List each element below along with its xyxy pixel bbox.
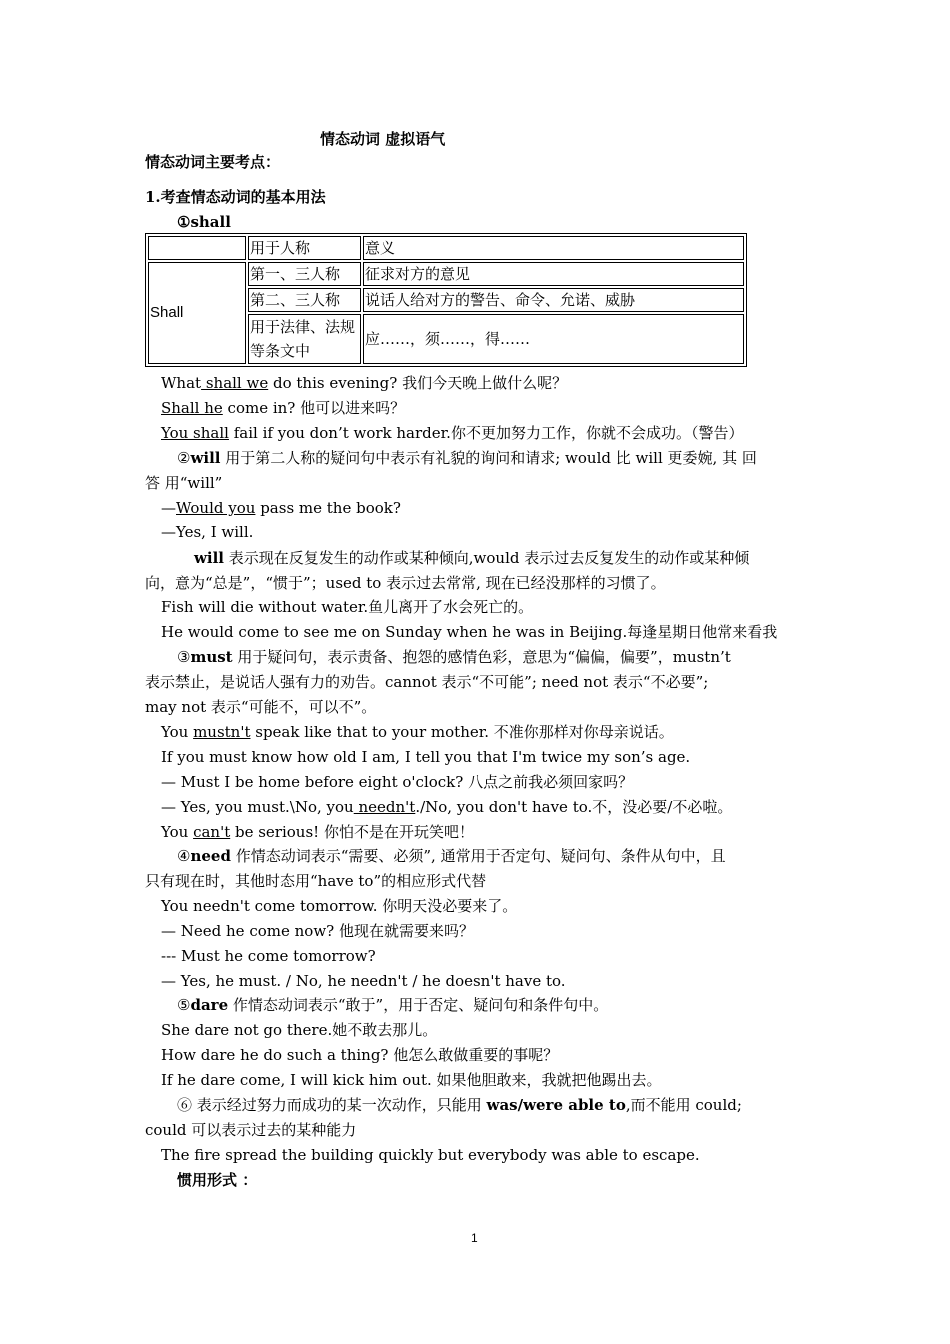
will-heading [177,448,757,468]
table-header-person: 用于人称 [248,236,361,260]
must-example-3: — Must I be home before eight o'clock? 八点之前我必须回家吗？ [161,773,634,791]
text: ② [177,449,191,467]
dare-example-3: If he dare come, I will kick him out. 如果他胆敢来，我就把他踢出去。 [161,1071,662,1089]
able-heading-cont: could 可以表示过去的某种能力 [145,1121,357,1139]
text: pass me the book? [255,499,401,517]
must-heading [177,647,731,667]
table-cell-person: 用于法律、法规等条文中 [248,314,361,364]
text: 表示现在反复发生的动作或某种倾向,would 表示过去反复发生的动作或某种倾 [224,549,750,567]
dare-example-1: She dare not go there.她不敢去那儿。 [161,1021,438,1039]
need-example-2: — Need he come now? 他现在就需要来吗？ [161,922,474,940]
will-example-2: —Yes, I will. [161,523,254,541]
text: 作情态动词表示“敢于”，用于否定、疑问句和条件句中。 [228,996,609,1014]
underlined-text: Shall he [161,399,223,417]
underlined-text: mustn't [193,723,251,741]
able-heading [177,1095,742,1115]
table-cell-meaning: 征求对方的意见 [363,262,744,286]
page-title: 情态动词 虚拟语气 [320,130,446,148]
text: do this evening? 我们今天晚上做什么呢？ [268,374,568,392]
underlined-text: Would you [176,499,256,517]
table-cell [148,236,246,260]
will-example-1 [161,498,401,518]
text: come in? 他可以进来吗？ [222,399,406,417]
text: 作情态动词表示“需要、必须”, 通常用于否定句、疑问句、条件从句中，且 [230,847,726,865]
table-cell-meaning: 应……，须……，得…… [363,314,744,364]
text: ⑥ 表示经过努力而成功的某一次动作，只能用 [177,1096,487,1114]
text: 用于疑问句，表示责备、抱怨的感情色彩，意思为“偏偏，偏要”，mustn’t [232,648,731,666]
must-example-5 [161,822,474,842]
table-cell-person: 第一、三人称 [248,262,361,286]
idiom-heading: 惯用形式 ： [177,1171,258,1189]
will-example-4: He would come to see me on Sunday when he was in Beijing.每逢星期日他常来看我 [161,623,778,641]
shall-example-1 [161,373,567,393]
table-row-label: Shall [148,262,246,364]
underlined-text: needn't [353,798,416,816]
text: ④ [177,847,191,865]
table-row [148,262,744,286]
keyword: need [190,847,231,865]
shall-usage-table [145,233,747,367]
dare-example-2: How dare he do such a thing? 他怎么敢做重要的事呢？ [161,1046,559,1064]
table-cell-meaning: 说话人给对方的警告、命令、允诺、威胁 [363,288,744,312]
must-example-2: If you must know how old I am, I tell you that I'm twice my son’s age. [161,748,691,766]
text: ./No, you don't have to.不，没必要/不必啦。 [415,798,733,816]
underlined-text: You shall [161,424,229,442]
table-header-row [148,236,744,260]
underlined-text: can't [193,823,231,841]
text: ③ [177,648,191,666]
keyword: was/were able to [486,1096,626,1114]
section-heading: 1.考查情态动词的基本用法 [145,188,326,206]
will-paragraph-cont: 向，意为“总是”，“惯于”；used to 表示过去常常, 现在已经没那样的习惯了。 [145,574,666,592]
underlined-text: shall we [201,374,269,392]
table-cell-person: 第二、三人称 [248,288,361,312]
will-example-3: Fish will die without water.鱼儿离开了水会死亡的。 [161,598,534,616]
need-example-4: — Yes, he must. / No, he needn't / he doesn't have to. [161,972,566,990]
will-paragraph [194,548,749,568]
text: ,而不能用 could; [625,1096,742,1114]
must-example-4 [161,797,732,817]
keyword: dare [190,996,229,1014]
need-example-3: --- Must he come tomorrow? [161,947,376,965]
need-example-1: You needn't come tomorrow. 你明天没必要来了。 [161,897,518,915]
shall-example-2 [161,398,405,418]
dare-heading [177,995,608,1015]
text: — [161,499,176,517]
able-example-1: The fire spread the building quickly but everybody was able to escape. [161,1146,700,1164]
text: — Yes, you must.\No, you [161,798,354,816]
keyword: will [190,449,221,467]
shall-heading: ①shall [177,213,231,231]
will-heading-cont: 答 用“will” [145,474,223,492]
text: You [161,723,194,741]
must-heading-cont: 表示禁止，是说话人强有力的劝告。cannot 表示“不可能”; need not 表示“不必要”; [145,673,709,691]
table-header-meaning: 意义 [363,236,744,260]
text: You [161,823,194,841]
page-number: 1 [471,1231,478,1245]
text: 用于第二人称的疑问句中表示有礼貌的询问和请求; would 比 will 更委婉, 其 回 [220,449,757,467]
must-example-1 [161,722,674,742]
must-heading-cont: may not 表示“可能不，可以不”。 [145,698,377,716]
text: What [161,374,202,392]
text: fail if you don’t work harder.你不更加努力工作，你就不会成功。（警告） [228,424,744,442]
shall-example-3 [161,423,743,443]
keyword: will [194,549,225,567]
text: be serious! 你怕不是在开玩笑吧！ [230,823,474,841]
need-heading-cont: 只有现在时，其他时态用“have to”的相应形式代替 [145,872,487,890]
keyword: must [190,648,233,666]
text: ⑤ [177,996,191,1014]
need-heading [177,846,726,866]
text: speak like that to your mother. 不准你那样对你母亲说话。 [250,723,674,741]
subtitle: 情态动词主要考点： [145,153,281,171]
